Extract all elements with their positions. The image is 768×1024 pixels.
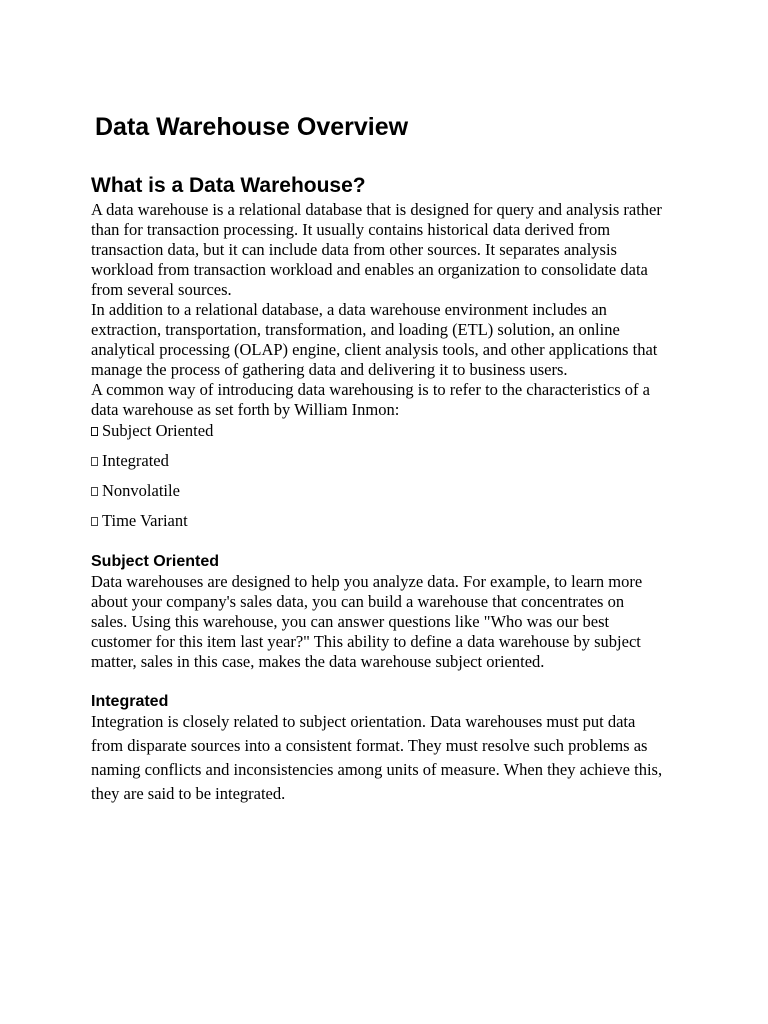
box-bullet-icon [91,487,98,496]
document-title: Data Warehouse Overview [95,113,409,141]
text-line: A data warehouse is a relational database that is designed for query and analysis rather [91,200,662,219]
text-line: Data warehouses are designed to help you analyze data. For example, to learn more [91,572,643,591]
list-item-label: Integrated [102,451,169,470]
list-item-label: Nonvolatile [102,481,180,500]
list-item-label: Subject Oriented [102,421,214,440]
list-item-label: Time Variant [102,511,188,530]
list-item [91,511,213,541]
text-line: they are said to be integrated. [91,784,286,803]
section-heading-subject-oriented: Subject Oriented [91,553,220,570]
text-line: data warehouse as set forth by William Inmon: [91,400,400,419]
section-heading-integrated: Integrated [91,693,169,710]
text-line: sales. Using this warehouse, you can answer questions like "Who was our best [91,612,610,631]
text-line: customer for this item last year?" This ability to define a data warehouse by subject [91,632,641,651]
text-line: workload from transaction workload and enables an organization to consolidate data [91,260,648,279]
text-line: extraction, transportation, transformation, and loading (ETL) solution, an online [91,320,620,339]
text-line: manage the process of gathering data and delivering it to business users. [91,360,568,379]
paragraph-subject-oriented [91,572,691,672]
paragraph-definition [91,200,691,300]
text-line: than for transaction processing. It usually contains historical data derived from [91,220,611,239]
text-line: naming conflicts and inconsistencies among units of measure. When they achieve this, [91,760,663,779]
text-line: analytical processing (OLAP) engine, client analysis tools, and other applications that [91,340,658,359]
text-line: from several sources. [91,280,232,299]
paragraph-integrated [91,710,691,806]
text-line: A common way of introducing data warehousing is to refer to the characteristics of a [91,380,650,399]
list-item [91,421,213,451]
list-item [91,451,213,481]
text-line: matter, sales in this case, makes the data warehouse subject oriented. [91,652,545,671]
text-line: about your company's sales data, you can build a warehouse that concentrates on [91,592,625,611]
text-line: In addition to a relational database, a data warehouse environment includes an [91,300,607,319]
text-line: transaction data, but it can include data from other sources. It separates analysis [91,240,617,259]
list-item [91,481,213,511]
characteristics-list [91,421,213,541]
paragraph-environment [91,300,691,380]
paragraph-inmon [91,380,691,420]
box-bullet-icon [91,457,98,466]
text-line: Integration is closely related to subject orientation. Data warehouses must put data [91,712,636,731]
box-bullet-icon [91,517,98,526]
text-line: from disparate sources into a consistent format. They must resolve such problems as [91,736,648,755]
section-heading-what-is: What is a Data Warehouse? [91,174,366,197]
box-bullet-icon [91,427,98,436]
